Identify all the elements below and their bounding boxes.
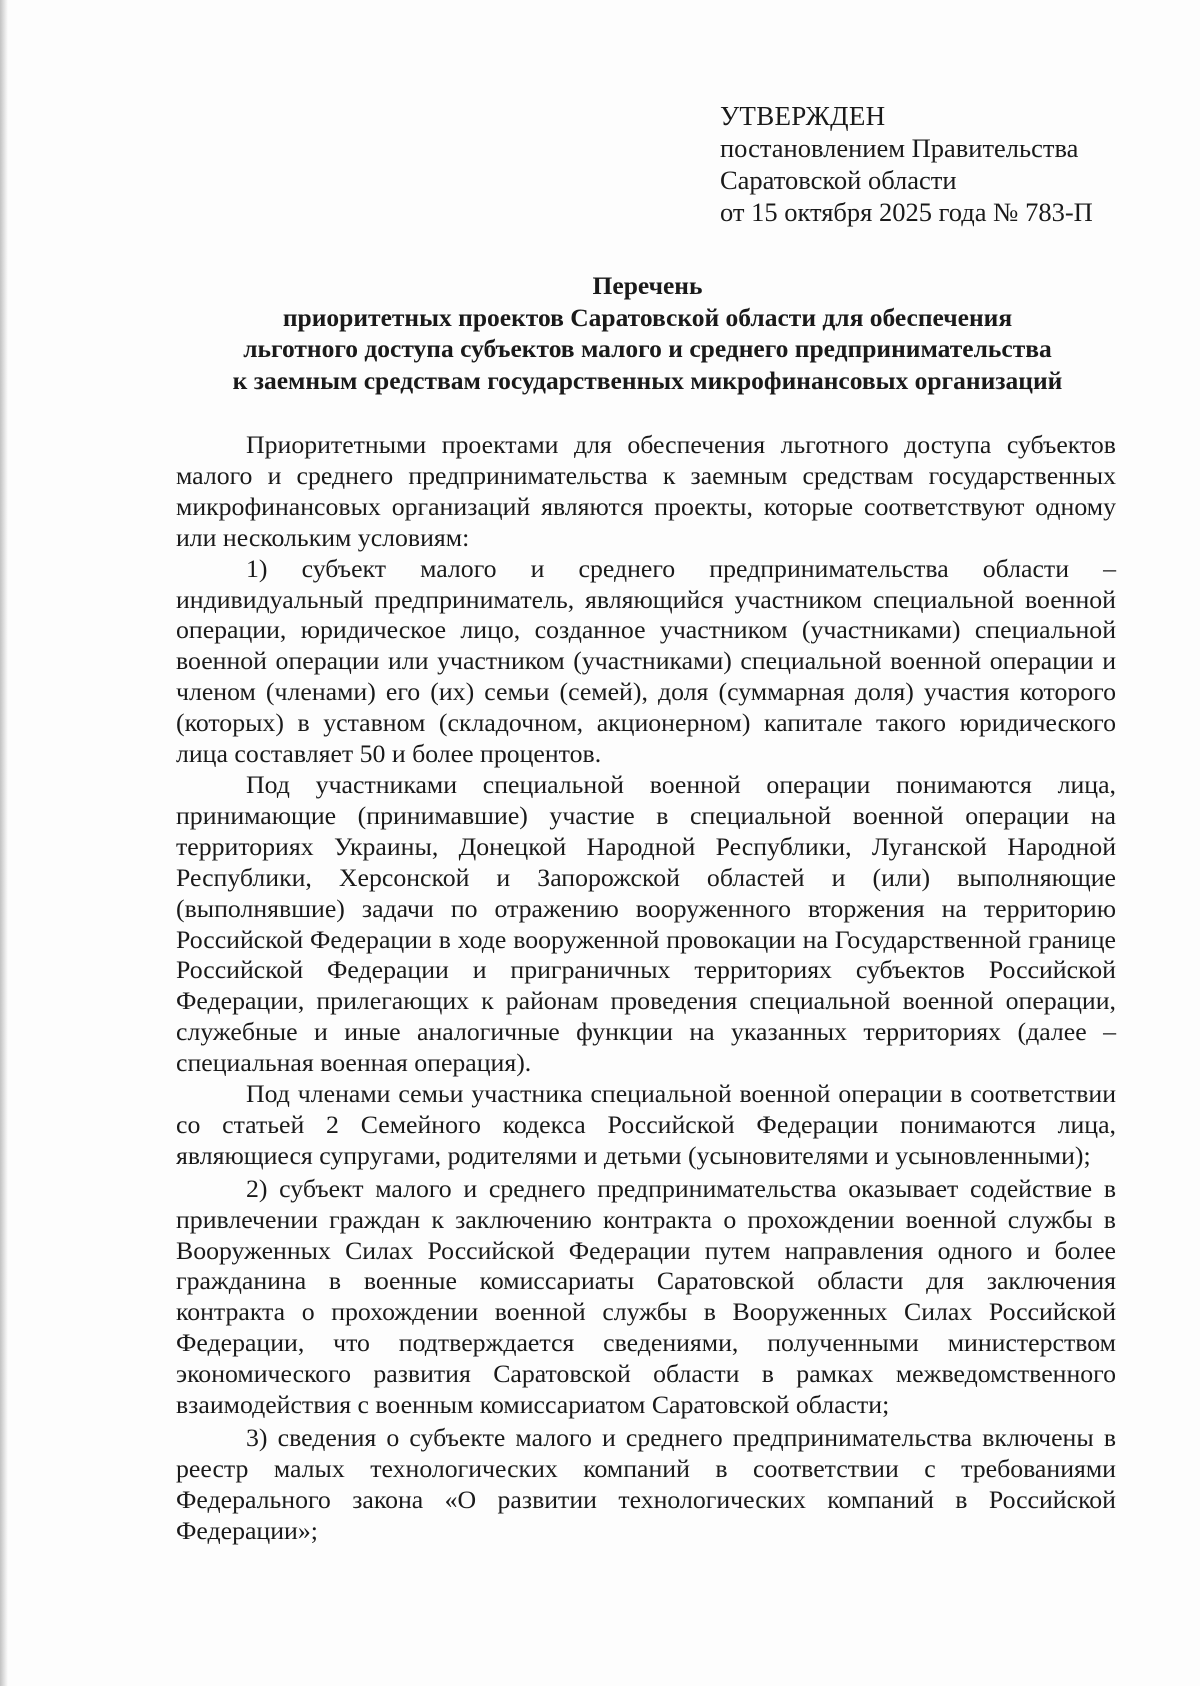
- scan-edge: [0, 0, 8, 1686]
- title-line: Перечень: [592, 271, 703, 300]
- condition-1-paragraph: 1) субъект малого и среднего предпринимательства области – индивидуальный предприниматель, являющийся участником специальной военной операции, юридическое лицо, созданное участником (участниками) специальной военной операции или участником (участниками) специальной военной операции и членом (членами) его (их) семьи (семей), доля (суммарная доля) участия которого (которых) в уставном (складочном, акционерном) капитале такого юридического лица составляет 50 и более процентов.: [176, 553, 1116, 769]
- condition-3-paragraph: 3) сведения о субъекте малого и среднего предпринимательства включены в реестр малых технологических компаний в соответствии с требованиями Федерального закона «О развитии технологических компаний в Российской Федерации»;: [176, 1423, 1116, 1545]
- document-title: [150, 270, 1145, 396]
- approval-heading: УТВЕРЖДЕН: [720, 101, 886, 131]
- document-body: [176, 430, 1116, 1547]
- svo-participants-definition-paragraph: Под участниками специальной военной операции понимаются лица, принимающие (принимавшие) участие в специальной военной операции на территориях Украины, Донецкой Народной Республики, Луганской Народной Республики, Херсонской и Запорожской областей и (или) выполняющие (выполнявшие) задачи по отражению вооруженного вторжения на территорию Российской Федерации в ходе вооруженной провокации на Государственной границе Российской Федерации и приграничных территориях субъектов Российской Федерации, прилегающих к районам проведения специальной военной операции, служебные и иные аналогичные функции на указанных территориях (далее – специальная военная операция).: [176, 769, 1116, 1078]
- title-line: льготного доступа субъектов малого и среднего предпринимательства: [243, 334, 1052, 363]
- title-line: к заемным средствам государственных микрофинансовых организаций: [232, 365, 1063, 395]
- family-members-definition-paragraph: Под членами семьи участника специальной военной операции в соответствии со статьей 2 Семейного кодекса Российской Федерации понимаются лица, являющиеся супругами, родителями и детьми (усыновителями и усыновленными);: [176, 1079, 1116, 1170]
- approval-line: постановлением Правительства: [720, 133, 1079, 163]
- title-line: приоритетных проектов Саратовской области для обеспечения: [282, 302, 1013, 332]
- approval-stamp-block: [720, 100, 1160, 228]
- approval-line: от 15 октября 2025 года № 783-П: [720, 197, 1093, 227]
- condition-2-paragraph: 2) субъект малого и среднего предпринимательства оказывает содействие в привлечении граждан к заключению контракта о прохождении военной службы в Вооруженных Силах Российской Федерации путем направления одного и более гражданина в военные комиссариаты Саратовской области для заключения контракта о прохождении военной службы в Вооруженных Силах Российской Федерации, что подтверждается сведениями, полученными министерством экономического развития Саратовской области в рамках межведомственного взаимодействия с военным комиссариатом Саратовской области;: [176, 1173, 1116, 1420]
- intro-paragraph: Приоритетными проектами для обеспечения льготного доступа субъектов малого и среднего предпринимательства к заемным средствам государственных микрофинансовых организаций являются проекты, которые соответствуют одному или нескольким условиям:: [176, 430, 1116, 552]
- approval-line: Саратовской области: [720, 165, 957, 195]
